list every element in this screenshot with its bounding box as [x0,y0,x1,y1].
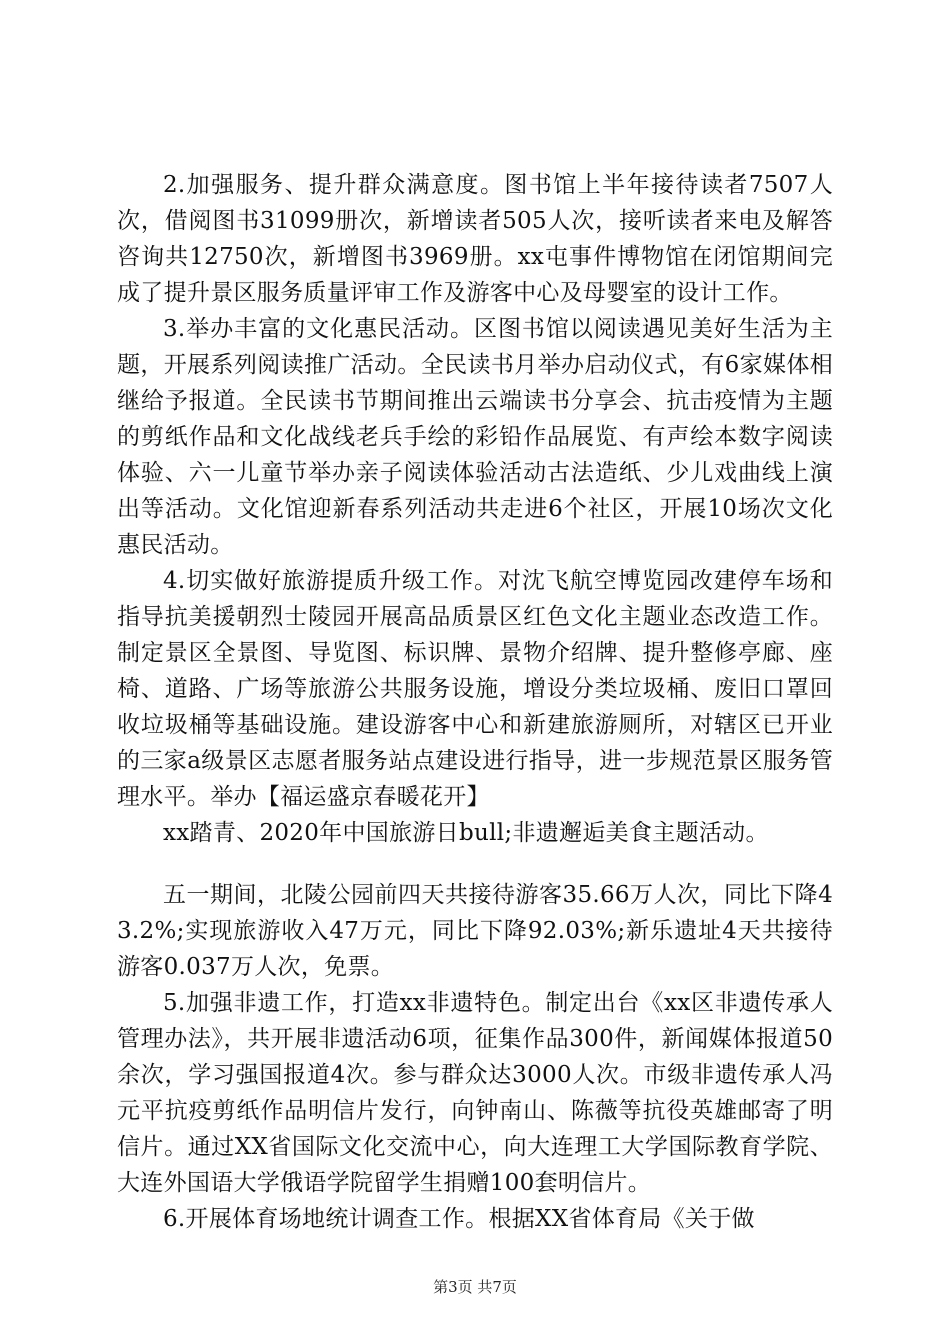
paragraph-may-day-stats: 五一期间，北陵公园前四天共接待游客35.66万人次，同比下降43.2%;实现旅游收入47万元，同比下降92.03%;新乐遗址4天共接待游客0.037万人次，免票。 [117,882,833,980]
paragraph-culture-activities: 3.举办丰富的文化惠民活动。区图书馆以阅读遇见美好生活为主题，开展系列阅读推广活动。全民读书月举办启动仪式，有6家媒体相继给予报道。全民读书节期间推出云端读书分享会、抗击疫情为主题的剪纸作品和文化战线老兵手绘的彩铅作品展览、有声绘本数字阅读体验、六一儿童节举办亲子阅读体验活动古法造纸、少儿戏曲线上演出等活动。文化馆迎新春系列活动共走进6个社区，开展10场次文化惠民活动。 [117,316,833,558]
paragraph-service: 2.加强服务、提升群众满意度。图书馆上半年接待读者7507人次，借阅图书31099册次，新增读者505人次，接听读者来电及解答咨询共12750次，新增图书3969册。xx屯事件博物馆在闭馆期间完成了提升景区服务质量评审工作及游客中心及母婴室的设计工作。 [117,172,833,306]
paragraph-sports-survey: 6.开展体育场地统计调查工作。根据XX省体育局《关于做 [163,1206,755,1232]
document-body [117,167,833,1237]
paragraph-tourism-upgrade: 4.切实做好旅游提质升级工作。对沈飞航空博览园改建停车场和指导抗美援朝烈士陵园开展高品质景区红色文化主题业态改造工作。制定景区全景图、导览图、标识牌、景物介绍牌、提升整修亭廊、座椅、道路、广场等旅游公共服务设施，增设分类垃圾桶、废旧口罩回收垃圾桶等基础设施。建设游客中心和新建旅游厕所，对辖区已开业的三家a级景区志愿者服务站点建设进行指导，进一步规范景区服务管理水平。举办【福运盛京春暖花开】 [117,568,833,810]
page-footer: 第3页 共7页 [433,1278,517,1296]
paragraph-intangible-heritage: 5.加强非遗工作，打造xx非遗特色。制定出台《xx区非遗传承人管理办法》，共开展非遗活动6项，征集作品300件，新闻媒体报道50余次，学习强国报道4次。参与群众达3000人次。市级非遗传承人冯元平抗疫剪纸作品明信片发行，向钟南山、陈薇等抗役英雄邮寄了明信片。通过XX省国际文化交流中心，向大连理工大学国际教育学院、大连外国语大学俄语学院留学生捐赠100套明信片。 [117,990,833,1196]
paragraph-tourism-events: xx踏青、2020年中国旅游日bull;非遗邂逅美食主题活动。 [163,820,769,846]
